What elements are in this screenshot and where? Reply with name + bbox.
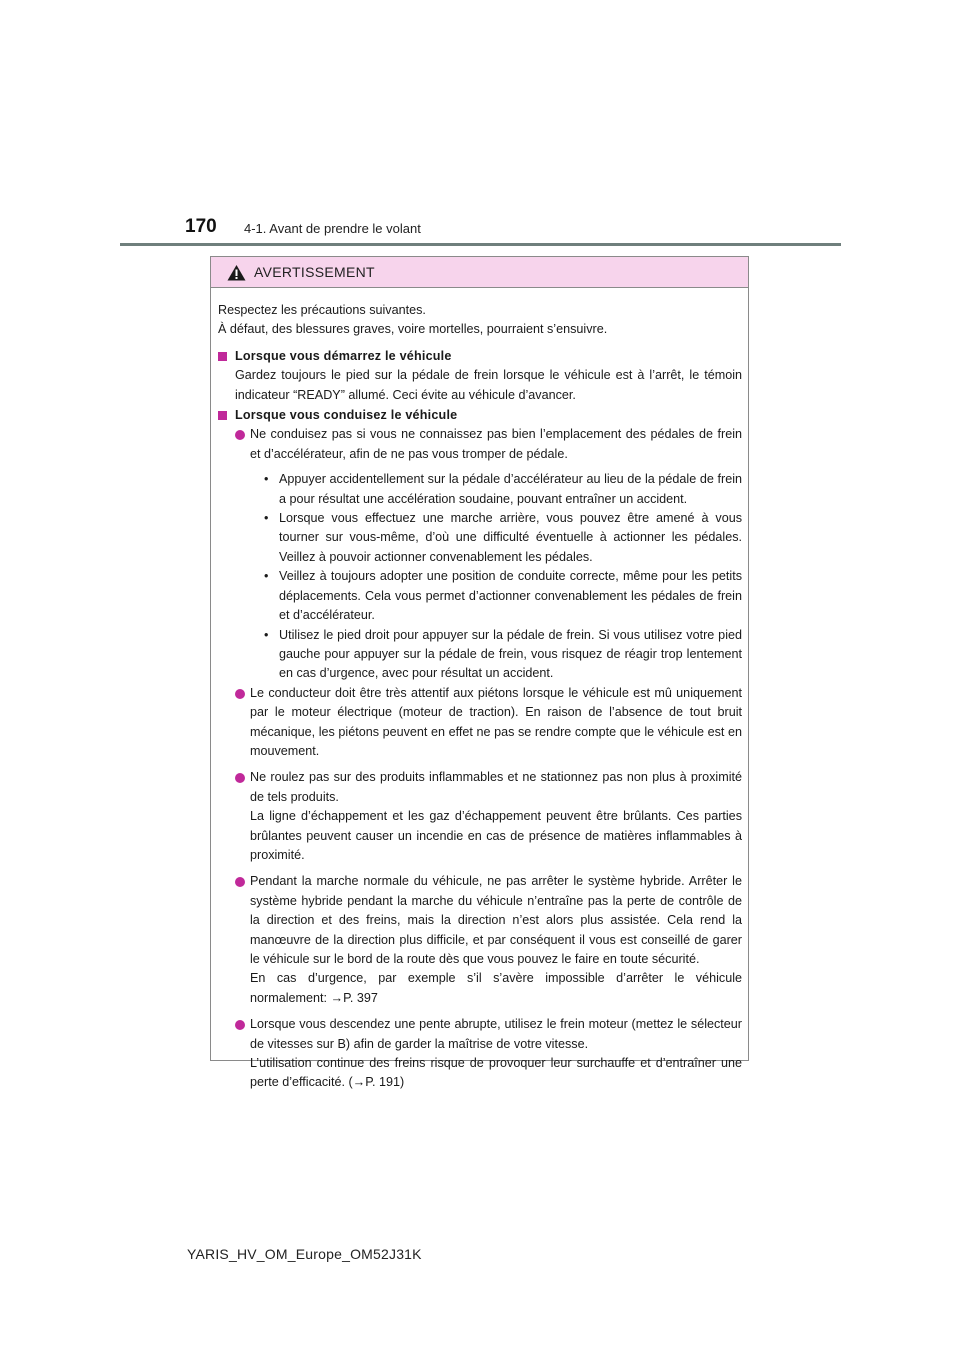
list-item bbox=[235, 425, 742, 464]
list-item bbox=[235, 872, 742, 1008]
list-item-line: En cas d’urgence, par exemple s’il s’avère impossible d’arrêter le véhicule normalement: →P. 397 bbox=[250, 971, 742, 1005]
circle-bullet-icon bbox=[235, 430, 245, 440]
sub-list-item bbox=[264, 470, 742, 509]
list-item bbox=[235, 684, 742, 762]
small-bullet-icon: • bbox=[264, 569, 269, 584]
circle-bullet-icon bbox=[235, 877, 245, 887]
sub-list-item bbox=[264, 509, 742, 567]
sub-list-item-text: Appuyer accidentellement sur la pédale d’accélérateur au lieu de la pédale de frein a pour résultat une accélération soudaine, pouvant entraîner un accident. bbox=[279, 472, 742, 506]
intro-line-1: Respectez les précautions suivantes. bbox=[218, 303, 426, 317]
sub-list-item-text: Veillez à toujours adopter une position de conduite correcte, même pour les petits déplacements. Cela vous permet d’actionner convenablement les pédales de frein et d’accélérateur. bbox=[279, 569, 742, 623]
small-bullet-icon: • bbox=[264, 627, 269, 642]
list-item bbox=[235, 1015, 742, 1093]
document-id: YARIS_HV_OM_Europe_OM52J31K bbox=[187, 1246, 422, 1262]
small-bullet-icon: • bbox=[264, 472, 269, 487]
page-number: 170 bbox=[185, 216, 217, 237]
list-item-line: Lorsque vous descendez une pente abrupte, utilisez le frein moteur (mettez le sélecteur de vitesses sur B) afin de garder la maîtrise de votre vitesse. bbox=[250, 1017, 742, 1051]
warning-box bbox=[210, 256, 749, 1090]
list-item-line: Pendant la marche normale du véhicule, ne pas arrêter le système hybride. Arrêter le système hybride pendant la marche du véhicule n’entraîne pas la perte de contrôle de la direction et des freins, mais la direction n’est alors plus assistée. Cela rend la manœuvre de la direction plus difficile, et par conséquent il vous est conseillé de garer le véhicule sur le bord de la route dès que vous pouvez le faire en toute sécurité. bbox=[250, 874, 742, 966]
intro-line-2: À défaut, des blessures graves, voire mortelles, pourraient s’ensuivre. bbox=[218, 322, 608, 337]
list-item-text: Le conducteur doit être très attentif aux piétons lorsque le véhicule est mû uniquement par le moteur électrique (moteur de traction). En raison de l’absence de tout bruit mécanique, les piétons peuvent en effet ne pas se rendre compte que le véhicule est en mouvement. bbox=[250, 685, 742, 758]
list-item-line: La ligne d’échappement et les gaz d’échappement peuvent être brûlants. Ces parties brûlantes peuvent causer un incendie en cas de présence de matières inflammables à proximité. bbox=[250, 809, 742, 862]
warning-header bbox=[211, 257, 748, 288]
list-item-text bbox=[250, 872, 742, 1008]
sub-list-item bbox=[264, 567, 742, 625]
section-text: Gardez toujours le pied sur la pédale de frein lorsque le véhicule est à l’arrêt, le témoin indicateur “READY” allumé. Ceci évite au véhicule d’avancer. bbox=[235, 368, 742, 402]
sub-list bbox=[235, 470, 742, 683]
square-bullet-icon bbox=[218, 352, 227, 361]
list-item-text: Ne conduisez pas si vous ne connaissez pas bien l’emplacement des pédales de frein et d’accélérateur, afin de ne pas vous tromper de pédale. bbox=[250, 427, 742, 461]
section-title: 4-1. Avant de prendre le volant bbox=[244, 221, 421, 236]
warning-title: AVERTISSEMENT bbox=[254, 264, 375, 280]
warning-triangle-icon bbox=[227, 264, 246, 281]
list-item bbox=[235, 768, 742, 865]
sub-list-item-text: Utilisez le pied droit pour appuyer sur la pédale de frein. Si vous utilisez votre pied gauche pour appuyer sur la pédale de frein, vous risquez de réagir trop lentement en cas d’urgence, avec pour résultat un accident. bbox=[279, 627, 742, 681]
header-rule bbox=[120, 243, 841, 246]
circle-bullet-icon bbox=[235, 689, 245, 699]
square-bullet-icon bbox=[218, 411, 227, 420]
list-item-line: L’utilisation continue des freins risque de provoquer leur surchauffe et d’entraîner une perte d’efficacité. (→P. 191) bbox=[250, 1056, 742, 1090]
section-heading-text: Lorsque vous conduisez le véhicule bbox=[235, 408, 458, 423]
circle-bullet-icon bbox=[235, 773, 245, 783]
circle-bullet-icon bbox=[235, 1020, 245, 1030]
warning-body bbox=[211, 288, 748, 1093]
section-heading-starting bbox=[218, 347, 742, 366]
sub-list-item-text: Lorsque vous effectuez une marche arrière, vous pouvez être amené à vous tourner sur vous-même, d’où une difficulté éventuelle à actionner les pédales. Veillez à pouvoir actionner convenablement les pédales. bbox=[279, 511, 742, 564]
section-heading-driving bbox=[218, 406, 742, 425]
list-item-text bbox=[250, 1015, 742, 1093]
small-bullet-icon: • bbox=[264, 511, 269, 526]
list-item-line: Ne roulez pas sur des produits inflammables et ne stationnez pas non plus à proximité de tels produits. bbox=[250, 770, 742, 804]
driving-list bbox=[218, 425, 742, 1092]
list-item-text bbox=[250, 768, 742, 865]
sub-list-item bbox=[264, 626, 742, 684]
section-heading-text: Lorsque vous démarrez le véhicule bbox=[235, 348, 452, 363]
